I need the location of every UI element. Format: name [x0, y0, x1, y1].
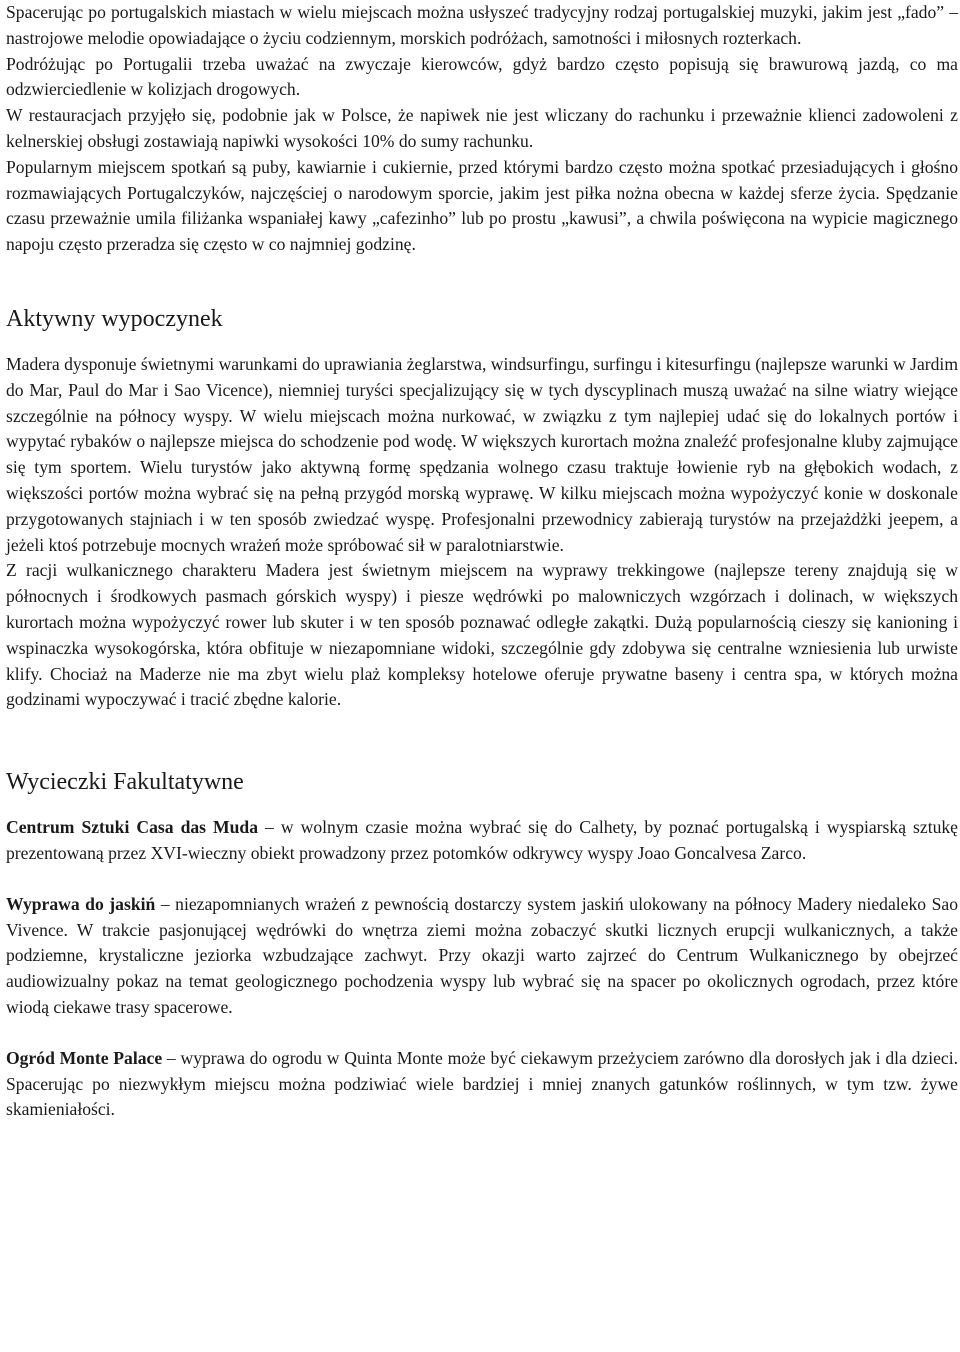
paragraph-drivers: Podróżując po Portugalii trzeba uważać na zwyczaje kierowców, gdyż bardzo często popisują się brawurową jazdą, co ma odzwierciedlenie w kolizjach drogowych. [6, 53, 958, 100]
paragraph-tips: W restauracjach przyjęło się, podobnie jak w Polsce, że napiwek nie jest wliczany do rachunku i przeważnie klienci zadowoleni z kelnerskiej obsługi zostawiają napiwki wysokości 10% do sumy rachunku. [6, 105, 958, 151]
active-rest-section [6, 352, 958, 713]
excursions-section [6, 815, 958, 1123]
excursion-text: – wyprawa do ogrodu w Quinta Monte może być ciekawym przeżyciem zarówno dla dorosłych jak i dla dzieci. Spacerując po niezwykłym miejscu można podziwiać wiele bardziej i mniej znanych gatunków roślinnych, w tym tzw. żywe skamieniałości. [6, 1047, 959, 1120]
document-page [6, 0, 958, 1123]
excursion-text: – niezapomnianych wrażeń z pewnością dostarczy system jaskiń ulokowany na północy Madery niedaleko Sao Vivence. W trakcie pasjonującej wędrówki do wnętrza ziemi można zobaczyć skutki licznych erupcji wulkanicznych, a także podziemne, krystaliczne jeziorka wzbudzające zachwyt. Przy okazji warto zajrzeć do Centrum Wulkanicznego by obejrzeć audiowizualny pokaz na temat geologicznego pochodzenia wyspy lub wybrać się na spacer po okolicznych ogrodach, przez które wiodą ciekawe trasy spacerowe. [6, 893, 958, 1017]
excursion-title: Wyprawa do jaskiń [6, 893, 156, 914]
heading-excursions: Wycieczki Fakultatywne [6, 769, 244, 796]
excursion-casa-das-muda [6, 815, 958, 867]
paragraph-trekking: Z racji wulkanicznego charakteru Madera jest świetnym miejscem na wyprawy trekkingowe (najlepsze tereny znajdują się w północnych i środkowych pasmach górskich wyspy) i piesze wędrówki po malowniczych wzgórzach i dolinach, w większych kurortach można wypożyczyć rower lub skuter i w ten sposób poznawać odległe zakątki. Dużą popularnością cieszy się kanioning i wspinaczka wysokogórska, która obfituje w niezapomniane widoki, szczególnie gdy zdobywa się centralne wzniesienia lub urwiste klify. Chociaż na Maderze nie ma zbyt wielu plaż kompleksy hotelowe oferuje prywatne baseny i centra spa, w których można godzinami wypoczywać i tracić zbędne kalorie. [6, 560, 958, 710]
excursion-text: – w wolnym czasie można wybrać się do Calhety, by poznać portugalską i wyspiarską sztukę prezentowaną przez XVI-wieczny obiekt prowadzony przez potomków odkrywcy wyspy Joao Goncalvesa Zarco. [6, 817, 958, 863]
paragraph-fado: Spacerując po portugalskich miastach w wielu miejscach można usłyszeć tradycyjny rodzaj portugalskiej muzyki, jakim jest „fado” – nastrojowe melodie opowiadające o życiu codziennym, morskich podróżach, samotności i miłosnych rozterkach. [6, 2, 958, 48]
excursion-caves [6, 892, 958, 1021]
excursion-monte-palace [6, 1046, 958, 1123]
paragraph-water-sports: Madera dysponuje świetnymi warunkami do uprawiania żeglarstwa, windsurfingu, surfingu i kitesurfingu (najlepsze warunki w Jardim do Mar, Paul do Mar i Sao Vicence), niemniej turyści specjalizujący się w tych dyscyplinach muszą uważać na silne wiatry wiejące szczególnie na północy wyspy. W wielu miejscach można nurkować, w związku z tym najlepiej udać się do lokalnych portów i wypytać rybaków o najlepsze miejsca do schodzenie pod wodę. W większych kurortach można znaleźć profesjonalne kluby zajmujące się tym sportem. Wielu turystów jako aktywną formę spędzania wolnego czasu traktuje łowienie ryb na głębokich wodach, z większości portów można wybrać się na pełną przygód morską wyprawę. W kilku miejscach można wypożyczyć konie w doskonale przygotowanych stajniach i w ten sposób zwiedzać wyspę. Profesjonalni przewodnicy zabierają turystów na przejażdżki jeepem, a jeżeli ktoś potrzebuje mocnych wrażeń może spróbować sił w paralotniarstwie. [6, 353, 958, 555]
paragraph-cafes: Popularnym miejscem spotkań są puby, kawiarnie i cukiernie, przed którymi bardzo często można spotkać przesiadujących i głośno rozmawiających Portugalczyków, najczęściej o narodowym sporcie, jakim jest piłka nożna obecna w każdej sferze życia. Spędzanie czasu przeważnie umila filiżanka wspaniałej kawy „cafezinho” lub po prostu „kawusi”, a chwila poświęcona na wypicie magicznego napoju często przeradza się często w co najmniej godzinę. [6, 156, 958, 255]
excursion-title: Ogród Monte Palace [6, 1047, 163, 1068]
excursion-title: Centrum Sztuki Casa das Muda [6, 817, 259, 838]
heading-active-rest: Aktywny wypoczynek [6, 305, 223, 332]
intro-section [6, 0, 958, 258]
